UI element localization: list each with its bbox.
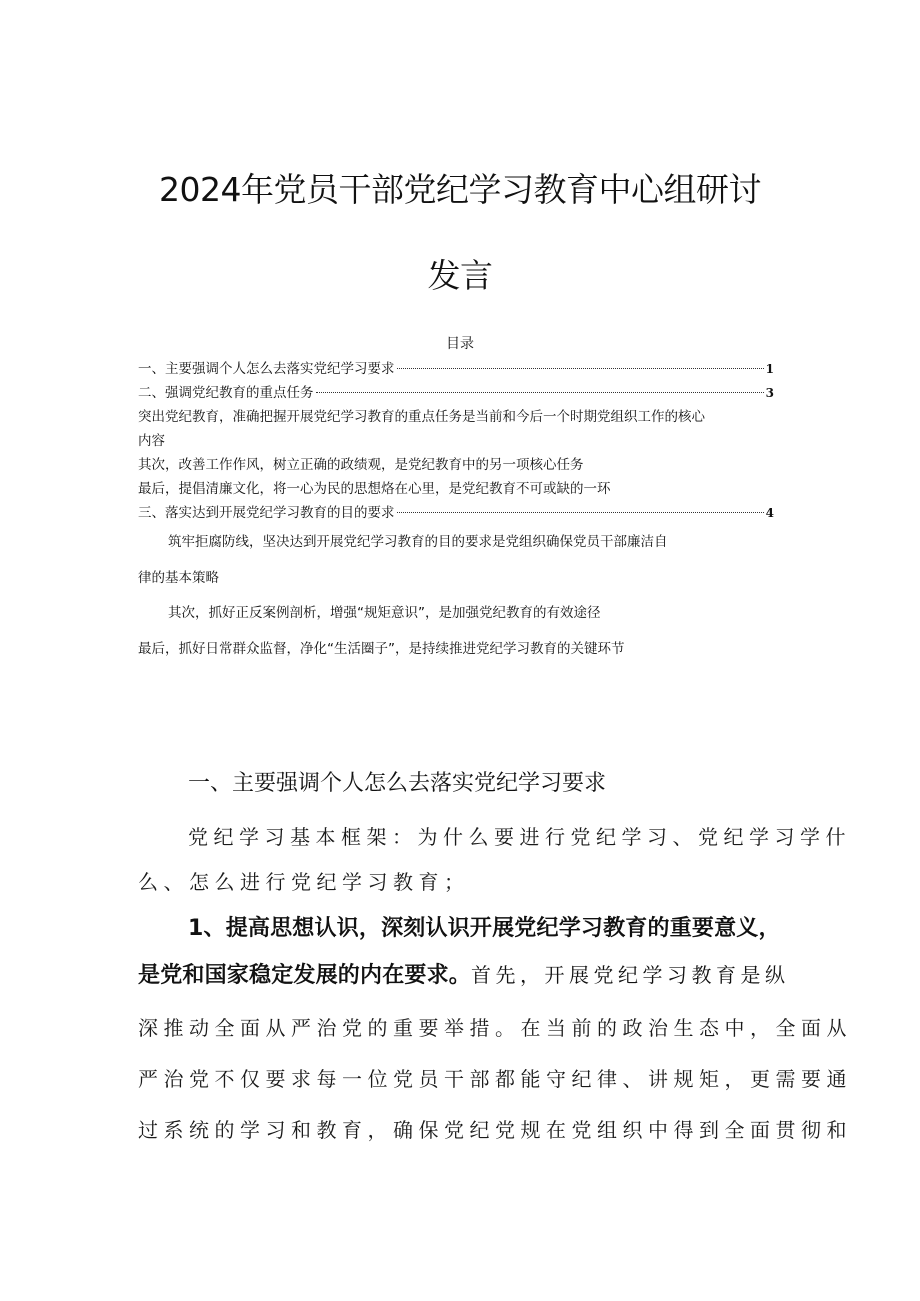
section-heading: 一、主要强调个人怎么去落实党纪学习要求 <box>188 771 607 796</box>
toc-heading: 目录 <box>446 336 474 352</box>
toc-entry-1[interactable] <box>138 357 774 377</box>
bold-point-heading: 1、提高思想认识，深刻认识开展党纪学习教育的重要意义， <box>188 916 781 941</box>
toc-subitem[interactable]: 最后，提倡清廉文化，将一心为民的思想烙在心里，是党纪教育不可或缺的一环 <box>138 481 611 497</box>
toc-subitem[interactable]: 其次，改善工作作风，树立正确的政绩观，是党纪教育中的另一项核心任务 <box>138 457 584 473</box>
toc-page-number: 3 <box>765 386 774 400</box>
paragraph-text: 首先，开展党纪学习教育是纵 <box>471 963 790 987</box>
toc-subitem[interactable]: 筑牢拒腐防线，坚决达到开展党纪学习教育的目的要求是党组织确保党员干部廉洁自 <box>168 534 668 550</box>
paragraph-line: 过系统的学习和教育，确保党纪党规在党组织中得到全面贯彻和 <box>138 1118 852 1142</box>
toc-leader-dots <box>316 392 764 393</box>
document-title-line-2: 发言 <box>427 256 493 295</box>
toc-page-number: 1 <box>765 362 774 376</box>
toc-entry-text: 三、落实达到开展党纪学习教育的目的要求 <box>138 505 395 521</box>
paragraph-line <box>138 958 790 989</box>
toc-entry-2[interactable] <box>138 381 774 401</box>
bold-point-text: 是党和国家稳定发展的内在要求。 <box>138 963 472 988</box>
toc-entry-text: 二、强调党纪教育的重点任务 <box>138 385 314 401</box>
paragraph-line: 严治党不仅要求每一位党员干部都能守纪律、讲规矩，更需要通 <box>138 1067 852 1091</box>
toc-leader-dots <box>397 368 764 369</box>
toc-leader-dots <box>397 512 764 513</box>
toc-subitem-continuation[interactable]: 律的基本策略 <box>138 570 219 586</box>
paragraph-line: 么、怎么进行党纪学习教育； <box>138 870 470 894</box>
toc-subitem[interactable]: 最后，抓好日常群众监督，净化“生活圈子”，是持续推进党纪学习教育的关键环节 <box>138 641 625 657</box>
toc-entry-3[interactable] <box>138 501 774 521</box>
toc-entry-text: 一、主要强调个人怎么去落实党纪学习要求 <box>138 361 395 377</box>
toc-subitem[interactable]: 其次，抓好正反案例剖析，增强“规矩意识”，是加强党纪教育的有效途径 <box>168 605 601 621</box>
toc-subitem-continuation[interactable]: 内容 <box>138 433 165 449</box>
document-title-line-1: 2024年党员干部党纪学习教育中心组研讨 <box>159 170 761 209</box>
toc-subitem[interactable]: 突出党纪教育，准确把握开展党纪学习教育的重点任务是当前和今后一个时期党组织工作的核心 <box>138 409 705 425</box>
paragraph-line: 党纪学习基本框架：为什么要进行党纪学习、党纪学习学什 <box>188 825 851 849</box>
toc-page-number: 4 <box>765 506 774 520</box>
paragraph-line: 深推动全面从严治党的重要举措。在当前的政治生态中，全面从 <box>138 1016 852 1040</box>
